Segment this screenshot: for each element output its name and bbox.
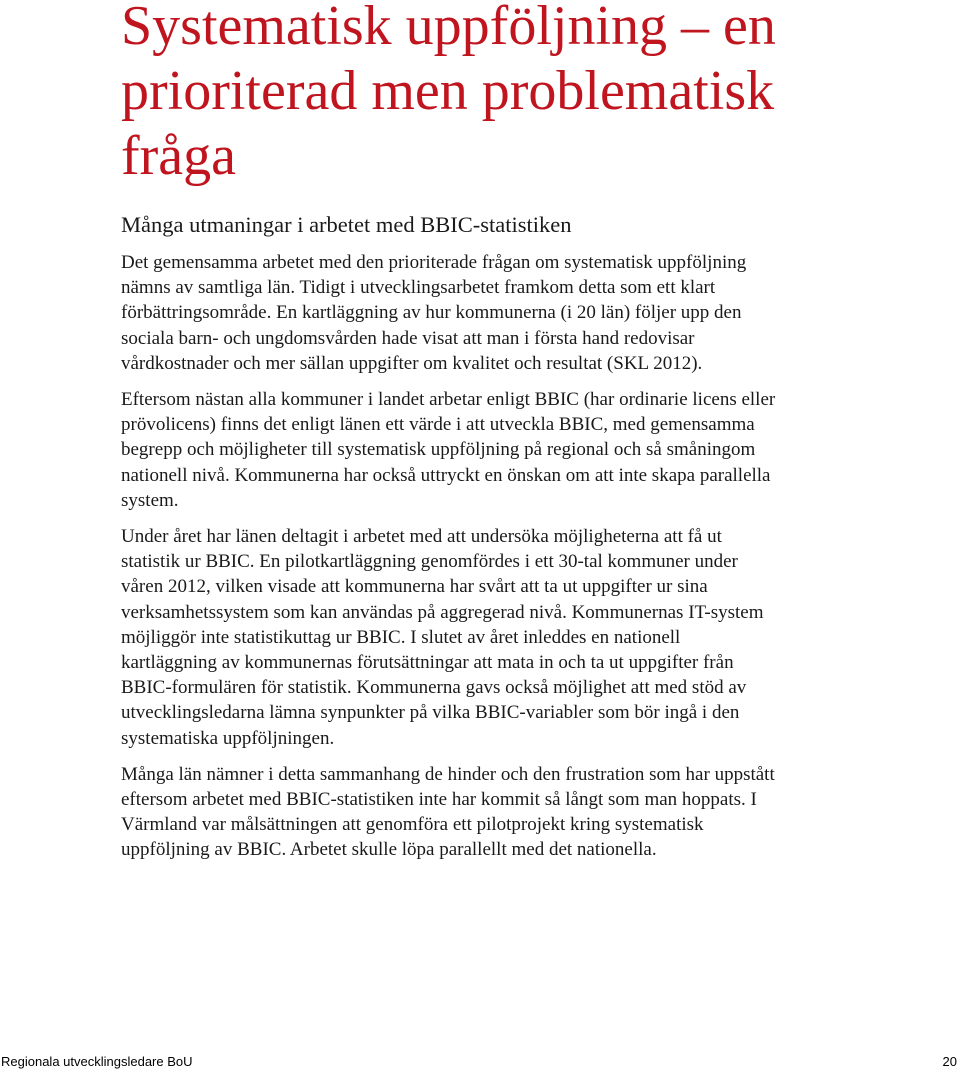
footer-publication-name: Regionala utvecklingsledare BoU	[1, 1054, 193, 1069]
footer-page-number: 20	[942, 1054, 957, 1069]
page-title: Systematisk uppföljning – en prioriterad men problematisk fråga	[121, 0, 776, 187]
section-subtitle: Många utmaningar i arbetet med BBIC-statistiken	[121, 212, 572, 237]
paragraph: Under året har länen deltagit i arbetet med att undersöka möjligheterna att få ut statistik ur BBIC. En pilotkartläggning genomfördes i ett 30-tal kommuner under våren 2012, vilken visade att kommunerna har svårt att ta ut uppgifter ur sina verksamhetssystem som kan användas på aggregerad nivå. Kommunernas IT-system möjliggör inte statistikuttag ur BBIC. I slutet av året inleddes en nationell kartläggning av kommunernas förutsättningar att mata in och ta ut uppgifter från BBIC-formulären för statistik. Kommunerna gavs också möjlighet att med stöd av utvecklingsledarna lämna synpunkter på vilka BBIC-variabler som bör ingå i den systematiska uppföljningen.	[121, 526, 764, 749]
paragraph: Det gemensamma arbetet med den prioriterade frågan om systematisk uppföljning nämns av samtliga län. Tidigt i utvecklingsarbetet framkom detta som ett klart förbättringsområde. En kartläggning av hur kommunerna (i 20 län) följer upp den sociala barn- och ungdomsvården hade visat att man i första hand redovisar vårdkostnader och mer sällan uppgifter om kvalitet och resultat (SKL 2012).	[121, 252, 747, 374]
paragraph: Många län nämner i detta sammanhang de hinder och den frustration som har uppstått eftersom arbetet med BBIC-statistiken inte har kommit så långt som man hoppats. I Värmland var målsättningen att genomföra ett pilotprojekt kring systematisk uppföljning av BBIC. Arbetet skulle löpa parallellt med det nationella.	[121, 763, 775, 861]
paragraph: Eftersom nästan alla kommuner i landet arbetar enligt BBIC (har ordinarie licens eller prövolicens) finns det enligt länen ett värde i att utveckla BBIC, med gemensamma begrepp och möjligheter till systematisk uppföljning på regional och så småningom nationell nivå. Kommunerna har också uttryckt en önskan om att inte skapa parallella system.	[121, 389, 776, 511]
body-text	[121, 250, 781, 874]
